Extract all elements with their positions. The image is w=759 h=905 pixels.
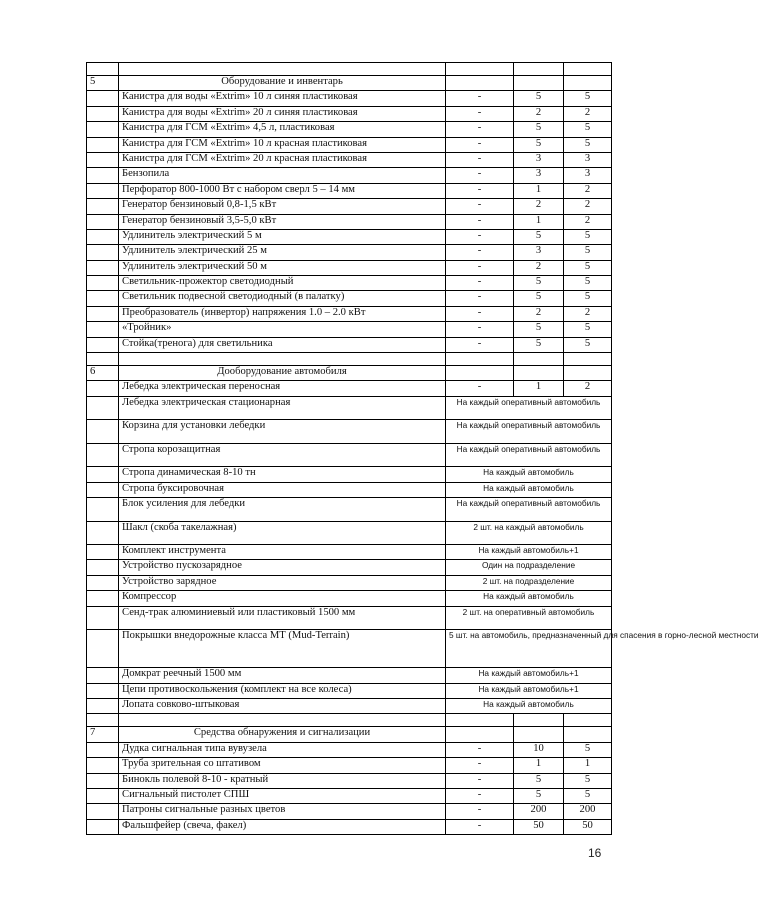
item-quantity-1: - <box>446 245 514 260</box>
item-quantity-3: 5 <box>564 245 612 260</box>
item-note: 2 шт. на каждый автомобиль <box>446 521 612 545</box>
item-name: Труба зрительная со штативом <box>119 758 446 773</box>
item-quantity-1: - <box>446 291 514 306</box>
item-quantity-3: 200 <box>564 804 612 819</box>
item-quantity-1: - <box>446 106 514 121</box>
item-name: Бензопила <box>119 168 446 183</box>
item-name: Фальшфейер (свеча, факел) <box>119 819 446 834</box>
spacer-cell <box>564 63 612 76</box>
item-note: На каждый оперативный автомобиль <box>446 498 612 522</box>
table-row <box>87 819 612 834</box>
item-name: Удлинитель электрический 50 м <box>119 260 446 275</box>
item-note: На каждый оперативный автомобиль <box>446 420 612 444</box>
table-spacer-row <box>87 353 612 366</box>
item-note: 2 шт. на подразделение <box>446 575 612 590</box>
table-row <box>87 306 612 321</box>
item-quantity-3: 5 <box>564 137 612 152</box>
section-number: 6 <box>87 366 119 381</box>
item-quantity-3: 3 <box>564 168 612 183</box>
row-number-cell <box>87 630 119 668</box>
row-number-cell <box>87 521 119 545</box>
row-number-cell <box>87 683 119 698</box>
item-quantity-3: 5 <box>564 276 612 291</box>
row-number-cell <box>87 199 119 214</box>
table-row <box>87 396 612 420</box>
section-number: 7 <box>87 727 119 742</box>
row-number-cell <box>87 420 119 444</box>
item-quantity-3: 5 <box>564 337 612 352</box>
item-quantity-1: - <box>446 137 514 152</box>
item-name: Стропа буксировочная <box>119 482 446 497</box>
section-header-row <box>87 727 612 742</box>
item-quantity-1: - <box>446 260 514 275</box>
item-quantity-1: - <box>446 91 514 106</box>
table-row <box>87 337 612 352</box>
empty-cell <box>514 727 564 742</box>
row-number-cell <box>87 229 119 244</box>
item-quantity-3: 2 <box>564 183 612 198</box>
row-number-cell <box>87 804 119 819</box>
row-number-cell <box>87 91 119 106</box>
item-quantity-3: 5 <box>564 91 612 106</box>
row-number-cell <box>87 168 119 183</box>
item-note: На каждый автомобиль+1 <box>446 683 612 698</box>
item-note: На каждый автомобиль <box>446 467 612 482</box>
section-title: Средства обнаружения и сигнализации <box>119 727 446 742</box>
item-note: На каждый оперативный автомобиль <box>446 443 612 467</box>
table-row <box>87 788 612 803</box>
item-note: На каждый оперативный автомобиль <box>446 396 612 420</box>
spacer-cell <box>564 714 612 727</box>
item-quantity-3: 2 <box>564 306 612 321</box>
item-quantity-2: 5 <box>514 91 564 106</box>
item-name: Домкрат реечный 1500 мм <box>119 668 446 683</box>
item-quantity-1: - <box>446 758 514 773</box>
item-quantity-2: 5 <box>514 773 564 788</box>
table-row <box>87 322 612 337</box>
item-name: Светильник подвесной светодиодный (в палатку) <box>119 291 446 306</box>
spacer-cell <box>514 353 564 366</box>
item-name: Бинокль полевой 8-10 - кратный <box>119 773 446 788</box>
table-row <box>87 773 612 788</box>
table-row <box>87 591 612 606</box>
section-number: 5 <box>87 76 119 91</box>
row-number-cell <box>87 773 119 788</box>
empty-cell <box>564 76 612 91</box>
equipment-table <box>86 62 759 835</box>
row-number-cell <box>87 482 119 497</box>
table-row <box>87 443 612 467</box>
item-name: Генератор бензиновый 0,8-1,5 кВт <box>119 199 446 214</box>
item-name: Патроны сигнальные разных цветов <box>119 804 446 819</box>
table-row <box>87 742 612 757</box>
table-spacer-row <box>87 714 612 727</box>
row-number-cell <box>87 819 119 834</box>
spacer-cell <box>119 63 446 76</box>
item-name: Светильник-прожектор светодиодный <box>119 276 446 291</box>
item-quantity-2: 5 <box>514 322 564 337</box>
item-name: Лебедка электрическая переносная <box>119 381 446 396</box>
row-number-cell <box>87 106 119 121</box>
item-note: На каждый автомобиль <box>446 482 612 497</box>
item-name: Удлинитель электрический 5 м <box>119 229 446 244</box>
item-quantity-2: 3 <box>514 245 564 260</box>
table-row <box>87 137 612 152</box>
item-name: Корзина для установки лебедки <box>119 420 446 444</box>
section-title: Оборудование и инвентарь <box>119 76 446 91</box>
item-name: Шакл (скоба такелажная) <box>119 521 446 545</box>
item-name: Сенд-трак алюминиевый или пластиковый 1500 мм <box>119 606 446 630</box>
spacer-cell <box>514 63 564 76</box>
table-row <box>87 560 612 575</box>
spacer-cell <box>87 714 119 727</box>
row-number-cell <box>87 306 119 321</box>
item-name: Стропа динамическая 8-10 тн <box>119 467 446 482</box>
item-quantity-2: 5 <box>514 337 564 352</box>
table-row <box>87 804 612 819</box>
row-number-cell <box>87 742 119 757</box>
spacer-cell <box>87 353 119 366</box>
item-quantity-2: 200 <box>514 804 564 819</box>
row-number-cell <box>87 698 119 713</box>
page-number: 16 <box>588 846 602 860</box>
item-name: Канистра для ГСМ «Extrim» 10 л красная пластиковая <box>119 137 446 152</box>
item-quantity-2: 2 <box>514 106 564 121</box>
item-quantity-2: 3 <box>514 152 564 167</box>
item-quantity-2: 1 <box>514 214 564 229</box>
item-name: Генератор бензиновый 3,5-5,0 кВт <box>119 214 446 229</box>
table-row <box>87 698 612 713</box>
item-name: «Тройник» <box>119 322 446 337</box>
row-number-cell <box>87 214 119 229</box>
item-quantity-1: - <box>446 152 514 167</box>
table-row <box>87 276 612 291</box>
item-name: Дудка сигнальная типа вувузела <box>119 742 446 757</box>
item-quantity-2: 5 <box>514 122 564 137</box>
table-row <box>87 229 612 244</box>
item-name: Компрессор <box>119 591 446 606</box>
spacer-cell <box>514 714 564 727</box>
item-quantity-2: 2 <box>514 260 564 275</box>
item-quantity-2: 1 <box>514 758 564 773</box>
item-quantity-2: 2 <box>514 306 564 321</box>
item-quantity-3: 2 <box>564 106 612 121</box>
item-note: На каждый автомобиль <box>446 591 612 606</box>
row-number-cell <box>87 122 119 137</box>
item-quantity-1: - <box>446 183 514 198</box>
empty-cell <box>446 727 514 742</box>
item-quantity-3: 50 <box>564 819 612 834</box>
table-row <box>87 183 612 198</box>
table-row <box>87 199 612 214</box>
table-row <box>87 91 612 106</box>
row-number-cell <box>87 545 119 560</box>
item-quantity-3: 5 <box>564 742 612 757</box>
item-quantity-3: 5 <box>564 229 612 244</box>
item-quantity-3: 5 <box>564 322 612 337</box>
item-name: Лебедка электрическая стационарная <box>119 396 446 420</box>
table-row <box>87 758 612 773</box>
item-quantity-3: 2 <box>564 381 612 396</box>
item-name: Преобразователь (инвертор) напряжения 1.0 – 2.0 кВт <box>119 306 446 321</box>
item-quantity-2: 5 <box>514 229 564 244</box>
item-quantity-3: 5 <box>564 122 612 137</box>
item-quantity-1: - <box>446 788 514 803</box>
table-row <box>87 214 612 229</box>
spacer-cell <box>446 63 514 76</box>
row-number-cell <box>87 337 119 352</box>
item-name: Стойка(тренога) для светильника <box>119 337 446 352</box>
item-name: Комплект инструмента <box>119 545 446 560</box>
item-quantity-3: 1 <box>564 758 612 773</box>
item-quantity-2: 5 <box>514 137 564 152</box>
item-quantity-1: - <box>446 337 514 352</box>
table-row <box>87 545 612 560</box>
item-quantity-2: 1 <box>514 183 564 198</box>
item-name: Канистра для воды «Extrim» 10 л синяя пластиковая <box>119 91 446 106</box>
table-row <box>87 291 612 306</box>
table-row <box>87 152 612 167</box>
item-name: Блок усиления для лебедки <box>119 498 446 522</box>
item-quantity-1: - <box>446 819 514 834</box>
item-quantity-2: 3 <box>514 168 564 183</box>
item-quantity-2: 1 <box>514 381 564 396</box>
row-number-cell <box>87 560 119 575</box>
row-number-cell <box>87 575 119 590</box>
table-row <box>87 683 612 698</box>
item-quantity-2: 2 <box>514 199 564 214</box>
table-row <box>87 575 612 590</box>
row-number-cell <box>87 276 119 291</box>
empty-cell <box>514 76 564 91</box>
row-number-cell <box>87 381 119 396</box>
row-number-cell <box>87 245 119 260</box>
item-note: Один на подразделение <box>446 560 612 575</box>
item-note: 5 шт. на автомобиль, предназначенный для спасения в горно-лесной местности <box>446 630 612 668</box>
row-number-cell <box>87 758 119 773</box>
item-quantity-3: 2 <box>564 199 612 214</box>
table-row <box>87 106 612 121</box>
item-name: Стропа корозащитная <box>119 443 446 467</box>
item-name: Цепи противоскольжения (комплект на все колеса) <box>119 683 446 698</box>
row-number-cell <box>87 498 119 522</box>
item-name: Сигнальный пистолет СПШ <box>119 788 446 803</box>
item-note: На каждый автомобиль <box>446 698 612 713</box>
item-quantity-1: - <box>446 168 514 183</box>
spacer-cell <box>119 714 446 727</box>
item-name: Устройство пускозарядное <box>119 560 446 575</box>
item-name: Перфоратор 800-1000 Вт с набором сверл 5 – 14 мм <box>119 183 446 198</box>
item-quantity-1: - <box>446 122 514 137</box>
item-quantity-1: - <box>446 804 514 819</box>
item-quantity-1: - <box>446 199 514 214</box>
row-number-cell <box>87 606 119 630</box>
table-row <box>87 606 612 630</box>
row-number-cell <box>87 591 119 606</box>
table-row <box>87 482 612 497</box>
table-row <box>87 381 612 396</box>
empty-cell <box>564 366 612 381</box>
item-quantity-3: 5 <box>564 260 612 275</box>
row-number-cell <box>87 443 119 467</box>
spacer-cell <box>446 353 514 366</box>
spacer-cell <box>87 63 119 76</box>
row-number-cell <box>87 137 119 152</box>
item-name: Удлинитель электрический 25 м <box>119 245 446 260</box>
row-number-cell <box>87 291 119 306</box>
empty-cell <box>564 727 612 742</box>
item-quantity-2: 10 <box>514 742 564 757</box>
row-number-cell <box>87 183 119 198</box>
item-quantity-3: 3 <box>564 152 612 167</box>
item-quantity-2: 50 <box>514 819 564 834</box>
item-quantity-3: 5 <box>564 291 612 306</box>
table-row <box>87 420 612 444</box>
item-quantity-1: - <box>446 276 514 291</box>
item-quantity-1: - <box>446 322 514 337</box>
item-name: Покрышки внедорожные класса МТ (Mud-Terrain) <box>119 630 446 668</box>
row-number-cell <box>87 788 119 803</box>
empty-cell <box>446 366 514 381</box>
section-header-row <box>87 76 612 91</box>
item-quantity-2: 5 <box>514 276 564 291</box>
item-quantity-2: 5 <box>514 788 564 803</box>
table-row <box>87 467 612 482</box>
item-quantity-1: - <box>446 214 514 229</box>
row-number-cell <box>87 467 119 482</box>
spacer-cell <box>564 353 612 366</box>
table-row <box>87 260 612 275</box>
table-row <box>87 498 612 522</box>
table-row <box>87 668 612 683</box>
item-quantity-1: - <box>446 229 514 244</box>
table-row <box>87 630 612 668</box>
item-name: Канистра для ГСМ «Extrim» 20 л красная пластиковая <box>119 152 446 167</box>
item-name: Канистра для воды «Extrim» 20 л синяя пластиковая <box>119 106 446 121</box>
row-number-cell <box>87 396 119 420</box>
equipment-table-body <box>87 63 759 835</box>
item-quantity-1: - <box>446 742 514 757</box>
table-row <box>87 245 612 260</box>
item-quantity-3: 5 <box>564 773 612 788</box>
table-row <box>87 122 612 137</box>
row-number-cell <box>87 152 119 167</box>
section-title: Дооборудование автомобиля <box>119 366 446 381</box>
spacer-cell <box>119 353 446 366</box>
item-quantity-1: - <box>446 773 514 788</box>
table-spacer-row <box>87 63 612 76</box>
item-note: На каждый автомобиль+1 <box>446 545 612 560</box>
table-row <box>87 521 612 545</box>
table-row <box>87 168 612 183</box>
item-name: Канистра для ГСМ «Extrim» 4,5 л, пластиковая <box>119 122 446 137</box>
item-name: Устройство зарядное <box>119 575 446 590</box>
row-number-cell <box>87 322 119 337</box>
item-name: Лопата совково-штыковая <box>119 698 446 713</box>
empty-cell <box>446 76 514 91</box>
item-quantity-3: 2 <box>564 214 612 229</box>
spacer-cell <box>446 714 514 727</box>
item-note: 2 шт. на оперативный автомобиль <box>446 606 612 630</box>
item-quantity-1: - <box>446 306 514 321</box>
item-note: На каждый автомобиль+1 <box>446 668 612 683</box>
section-header-row <box>87 366 612 381</box>
row-number-cell <box>87 260 119 275</box>
row-number-cell <box>87 668 119 683</box>
item-quantity-3: 5 <box>564 788 612 803</box>
item-quantity-1: - <box>446 381 514 396</box>
empty-cell <box>514 366 564 381</box>
item-quantity-2: 5 <box>514 291 564 306</box>
